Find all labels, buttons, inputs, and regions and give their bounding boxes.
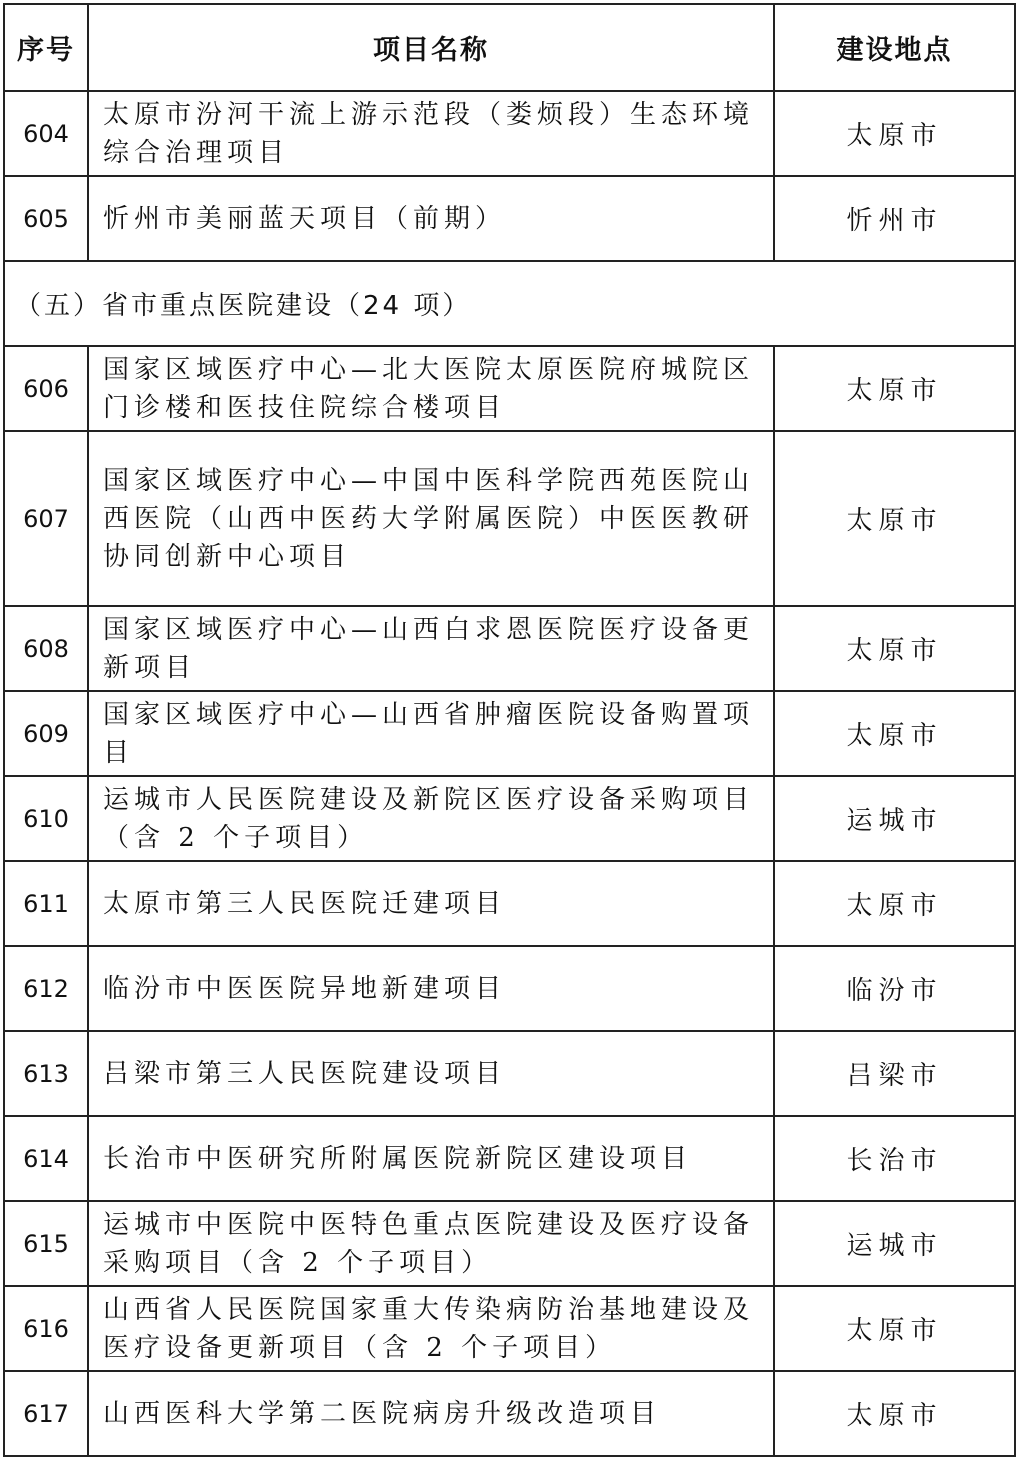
row-location: 太原市 — [774, 91, 1015, 176]
row-project-name: 忻州市美丽蓝天项目（前期） — [88, 176, 774, 261]
table-row — [4, 1116, 1015, 1201]
table-row — [4, 1201, 1015, 1286]
row-project-name: 国家区域医疗中心—山西白求恩医院医疗设备更新项目 — [88, 606, 774, 691]
table-row — [4, 861, 1015, 946]
table-row — [4, 691, 1015, 776]
row-location: 太原市 — [774, 346, 1015, 431]
table-row — [4, 1371, 1015, 1456]
row-number: 607 — [4, 431, 88, 606]
header-name: 项目名称 — [88, 4, 774, 91]
row-number: 606 — [4, 346, 88, 431]
section-row — [4, 261, 1015, 346]
table-row — [4, 946, 1015, 1031]
row-location: 太原市 — [774, 606, 1015, 691]
row-location: 太原市 — [774, 1371, 1015, 1456]
row-number: 610 — [4, 776, 88, 861]
row-project-name: 运城市人民医院建设及新院区医疗设备采购项目（含 2 个子项目） — [88, 776, 774, 861]
row-number: 612 — [4, 946, 88, 1031]
row-project-name: 临汾市中医医院异地新建项目 — [88, 946, 774, 1031]
row-project-name: 山西省人民医院国家重大传染病防治基地建设及医疗设备更新项目（含 2 个子项目） — [88, 1286, 774, 1371]
project-table — [3, 3, 1016, 1457]
row-number: 604 — [4, 91, 88, 176]
row-location: 太原市 — [774, 1286, 1015, 1371]
row-project-name: 太原市第三人民医院迁建项目 — [88, 861, 774, 946]
table-row — [4, 431, 1015, 606]
row-number: 609 — [4, 691, 88, 776]
row-location: 运城市 — [774, 776, 1015, 861]
row-location: 吕梁市 — [774, 1031, 1015, 1116]
row-location: 长治市 — [774, 1116, 1015, 1201]
header-row — [4, 4, 1015, 91]
row-project-name: 运城市中医院中医特色重点医院建设及医疗设备采购项目（含 2 个子项目） — [88, 1201, 774, 1286]
header-seq: 序号 — [4, 4, 88, 91]
row-number: 617 — [4, 1371, 88, 1456]
row-number: 611 — [4, 861, 88, 946]
row-location: 忻州市 — [774, 176, 1015, 261]
table-row — [4, 1286, 1015, 1371]
row-number: 615 — [4, 1201, 88, 1286]
row-number: 613 — [4, 1031, 88, 1116]
row-project-name: 山西医科大学第二医院病房升级改造项目 — [88, 1371, 774, 1456]
row-project-name: 国家区域医疗中心—北大医院太原医院府城院区门诊楼和医技住院综合楼项目 — [88, 346, 774, 431]
section-title: （五）省市重点医院建设（24 项） — [4, 261, 1015, 346]
header-location: 建设地点 — [774, 4, 1015, 91]
row-location: 临汾市 — [774, 946, 1015, 1031]
row-project-name: 吕梁市第三人民医院建设项目 — [88, 1031, 774, 1116]
row-location: 运城市 — [774, 1201, 1015, 1286]
row-location: 太原市 — [774, 431, 1015, 606]
table-row — [4, 176, 1015, 261]
row-number: 614 — [4, 1116, 88, 1201]
table-row — [4, 1031, 1015, 1116]
table-row — [4, 606, 1015, 691]
row-location: 太原市 — [774, 691, 1015, 776]
row-number: 605 — [4, 176, 88, 261]
row-number: 608 — [4, 606, 88, 691]
table-row — [4, 346, 1015, 431]
row-project-name: 国家区域医疗中心—中国中医科学院西苑医院山西医院（山西中医药大学附属医院）中医医教研协同创新中心项目 — [88, 431, 774, 606]
row-project-name: 国家区域医疗中心—山西省肿瘤医院设备购置项目 — [88, 691, 774, 776]
row-number: 616 — [4, 1286, 88, 1371]
row-project-name: 长治市中医研究所附属医院新院区建设项目 — [88, 1116, 774, 1201]
table-row — [4, 776, 1015, 861]
row-project-name: 太原市汾河干流上游示范段（娄烦段）生态环境综合治理项目 — [88, 91, 774, 176]
row-location: 太原市 — [774, 861, 1015, 946]
table-row — [4, 91, 1015, 176]
